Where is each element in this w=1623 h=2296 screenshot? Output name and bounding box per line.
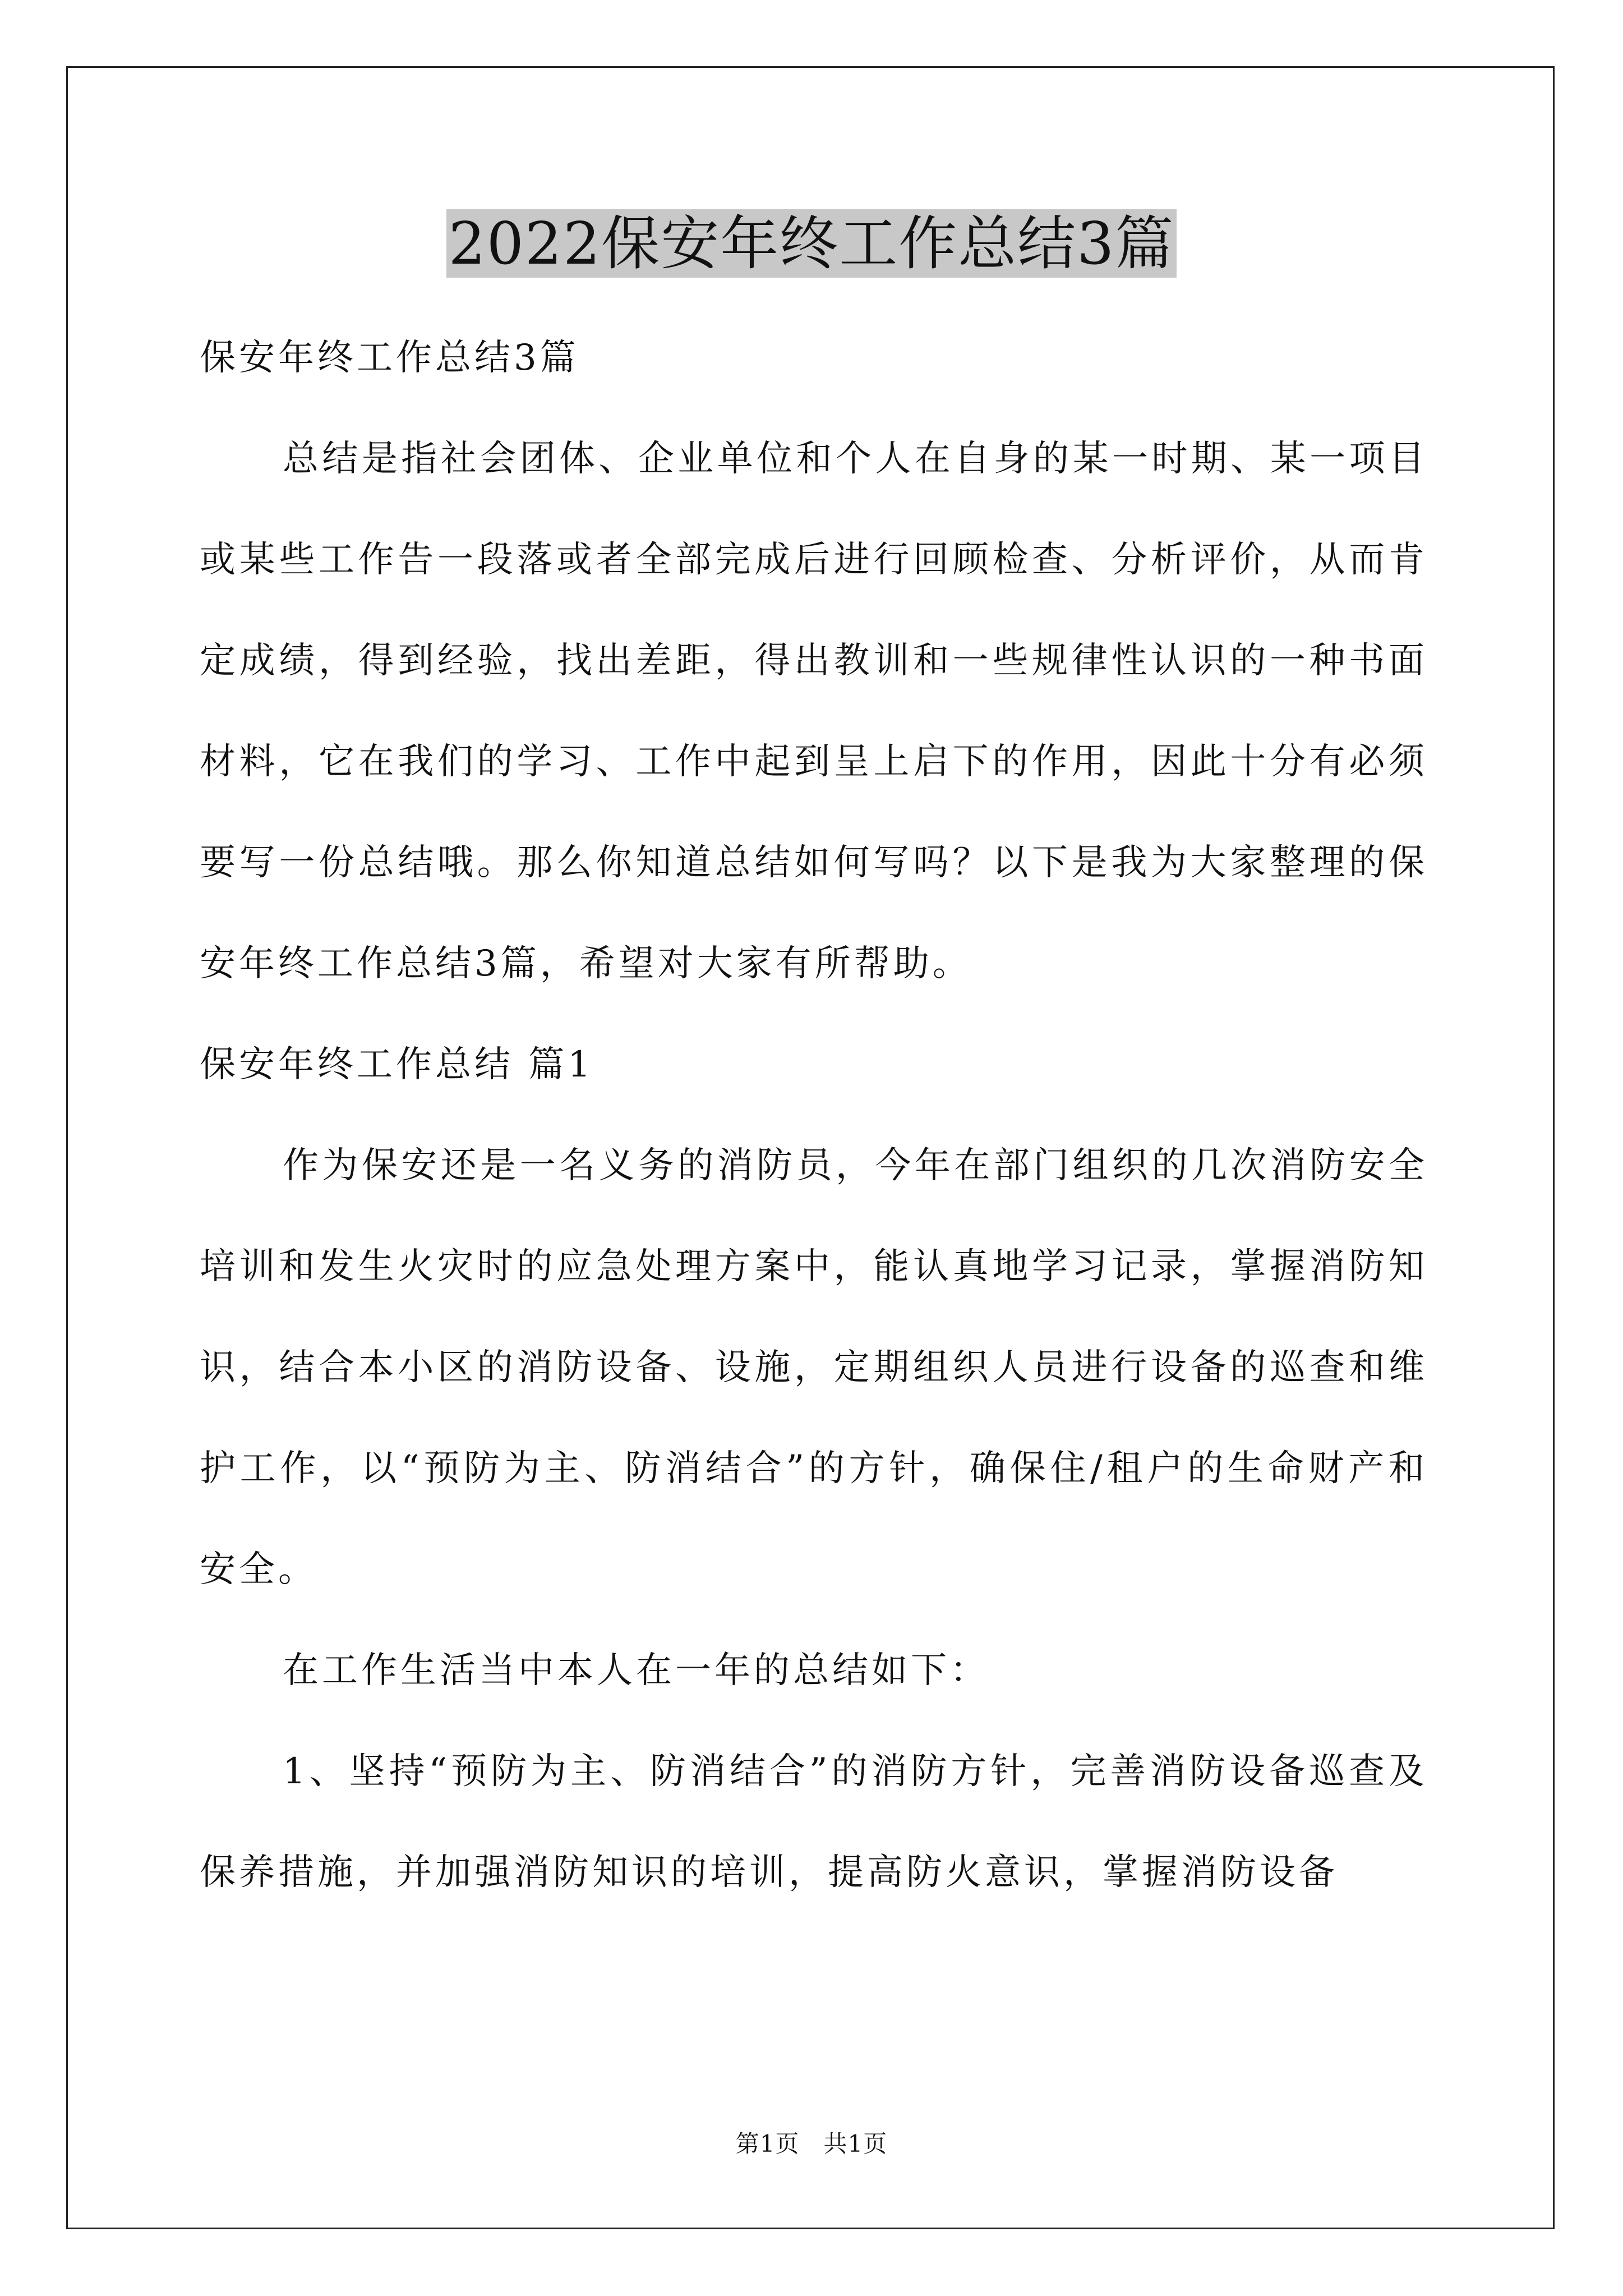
- intro-paragraph: 总结是指社会团体、企业单位和个人在自身的某一时期、某一项目或某些工作告一段落或者全部完成后进行回顾检查、分析评价，从而肯定成绩，得到经验，找出差距，得出教训和一些规律性认识的一种书面材料，它在我们的学习、工作中起到呈上启下的作用，因此十分有必须要写一份总结哦。那么你知道总结如何写吗？以下是我为大家整理的保安年终工作总结3篇，希望对大家有所帮助。: [200, 438, 1428, 984]
- body-paragraph: 1、坚持“预防为主、防消结合”的消防方针，完善消防设备巡查及保养措施，并加强消防知识的培训，提高防火意识，掌握消防设备: [200, 1751, 1428, 1893]
- title-highlight: 2022保安年终工作总结3篇: [446, 209, 1177, 278]
- body-paragraph: 在工作生活当中本人在一年的总结如下：: [283, 1650, 989, 1691]
- section-heading: 保安年终工作总结 篇1: [200, 1044, 594, 1085]
- document-title: [0, 204, 1623, 283]
- subtitle-line: 保安年终工作总结3篇: [200, 337, 579, 379]
- document-body: [200, 307, 1428, 1923]
- body-paragraph: 作为保安还是一名义务的消防员，今年在部门组织的几次消防安全培训和发生火灾时的应急处理方案中，能认真地学习记录，掌握消防知识，结合本小区的消防设备、设施，定期组织人员进行设备的巡查和维护工作，以“预防为主、防消结合”的方针，确保住/租户的生命财产和安全。: [200, 1145, 1428, 1590]
- page-number-footer: 第1页 共1页: [735, 2130, 888, 2157]
